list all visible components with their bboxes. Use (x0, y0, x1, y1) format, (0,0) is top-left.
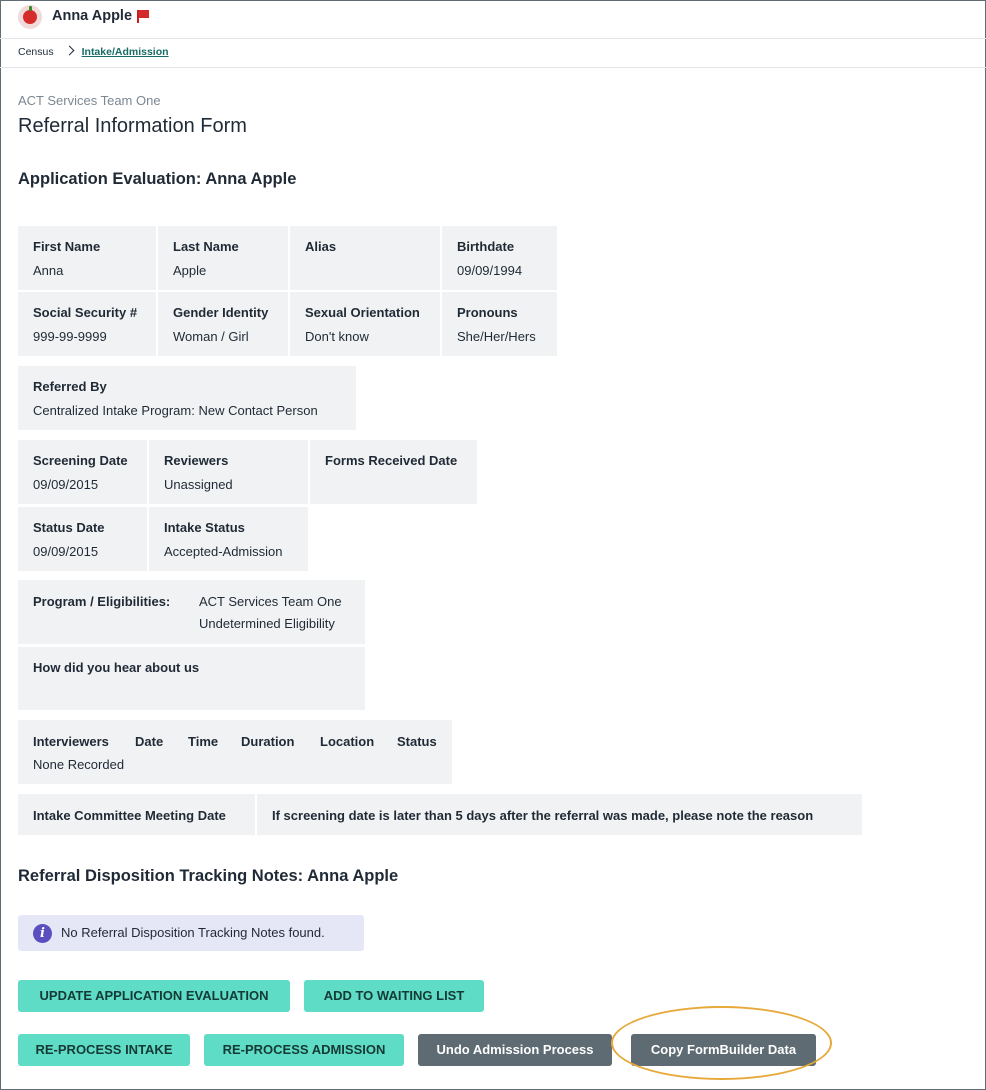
status-header: Status (397, 734, 437, 749)
sexual-orientation-label: Sexual Orientation (305, 305, 420, 320)
date-header: Date (135, 734, 164, 749)
intake-committee-meeting-date-label: Intake Committee Meeting Date (33, 808, 226, 823)
pronouns-field (442, 292, 557, 356)
ssn-field (18, 292, 156, 356)
status-date-value: 09/09/2015 (33, 544, 99, 559)
notes-section-title: Referral Disposition Tracking Notes: Anna Apple (18, 867, 399, 885)
sexual-orientation-field (290, 292, 440, 356)
none-recorded-text: None Recorded (33, 757, 125, 772)
alias-field (290, 226, 440, 290)
birthdate-field (442, 226, 557, 290)
info-icon: i (33, 924, 52, 943)
breadcrumb-census[interactable]: Census (18, 46, 54, 58)
reprocess-intake-button[interactable]: RE-PROCESS INTAKE (18, 1034, 190, 1066)
apple-icon (23, 10, 37, 24)
chevron-right-icon (64, 46, 74, 56)
alias-label: Alias (305, 239, 337, 254)
no-notes-message: No Referral Disposition Tracking Notes found. (61, 925, 325, 940)
avatar[interactable] (18, 5, 42, 29)
sexual-orientation-value: Don't know (305, 329, 369, 344)
add-to-waiting-list-button[interactable]: ADD TO WAITING LIST (304, 980, 484, 1012)
late-screening-reason-label: If screening date is later than 5 days after the referral was made, please note the reason (272, 808, 814, 823)
reviewers-value: Unassigned (164, 477, 233, 492)
no-notes-notice (18, 915, 364, 951)
ssn-value: 999-99-9999 (33, 329, 107, 344)
referred-by-field (18, 366, 356, 430)
interviews-table (18, 720, 452, 784)
gender-identity-field (158, 292, 288, 356)
location-header: Location (320, 734, 375, 749)
referred-by-value: Centralized Intake Program: New Contact Person (33, 403, 318, 418)
program-eligibilities-field (18, 580, 365, 644)
duration-header: Duration (241, 734, 295, 749)
highlight-ellipse (611, 1006, 832, 1080)
patient-header (0, 0, 986, 39)
how-did-you-hear-label: How did you hear about us (33, 660, 200, 675)
ssn-label: Social Security # (33, 305, 138, 320)
copy-formbuilder-data-button[interactable]: Copy FormBuilder Data (631, 1034, 816, 1066)
intake-status-label: Intake Status (164, 520, 245, 535)
program-eligibilities-label: Program / Eligibilities: (33, 594, 171, 609)
time-header: Time (188, 734, 219, 749)
how-did-you-hear-field (18, 647, 365, 710)
first-name-value: Anna (33, 263, 64, 278)
interviewers-header: Interviewers (33, 734, 109, 749)
first-name-field (18, 226, 156, 290)
birthdate-value: 09/09/1994 (457, 263, 523, 278)
program-value: ACT Services Team One (199, 594, 342, 609)
status-date-field (18, 507, 147, 571)
red-flag-icon[interactable] (137, 10, 149, 21)
screening-date-field (18, 440, 147, 504)
team-name: ACT Services Team One (18, 93, 161, 108)
first-name-label: First Name (33, 239, 101, 254)
status-date-label: Status Date (33, 520, 105, 535)
last-name-value: Apple (173, 263, 207, 278)
patient-name[interactable]: Anna Apple (52, 8, 133, 24)
referred-by-label: Referred By (33, 379, 107, 394)
reprocess-admission-button[interactable]: RE-PROCESS ADMISSION (204, 1034, 404, 1066)
pronouns-value: She/Her/Hers (457, 329, 536, 344)
pronouns-label: Pronouns (457, 305, 518, 320)
gender-identity-value: Woman / Girl (173, 329, 249, 344)
birthdate-label: Birthdate (457, 239, 515, 254)
intake-status-value: Accepted-Admission (164, 544, 283, 559)
evaluation-section-title: Application Evaluation: Anna Apple (18, 170, 297, 188)
last-name-field (158, 226, 288, 290)
forms-received-date-label: Forms Received Date (325, 453, 458, 468)
page-title: Referral Information Form (18, 115, 247, 137)
reviewers-label: Reviewers (164, 453, 229, 468)
forms-received-date-field (310, 440, 477, 504)
eligibility-value: Undetermined Eligibility (199, 616, 335, 631)
late-screening-reason-field (257, 794, 862, 835)
intake-status-field (149, 507, 308, 571)
divider (0, 67, 986, 68)
reviewers-field (149, 440, 308, 504)
gender-identity-label: Gender Identity (173, 305, 269, 320)
screening-date-label: Screening Date (33, 453, 128, 468)
breadcrumb (18, 46, 169, 58)
screening-date-value: 09/09/2015 (33, 477, 99, 492)
last-name-label: Last Name (173, 239, 239, 254)
update-application-evaluation-button[interactable]: UPDATE APPLICATION EVALUATION (18, 980, 290, 1012)
undo-admission-process-button[interactable]: Undo Admission Process (418, 1034, 612, 1066)
breadcrumb-intake-admission[interactable]: Intake/Admission (81, 46, 169, 58)
intake-committee-meeting-date-field (18, 794, 255, 835)
